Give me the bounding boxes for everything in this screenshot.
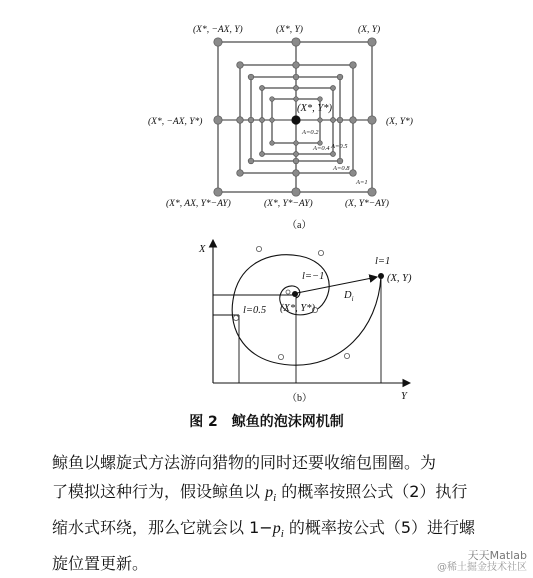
label-mid-left: (X*, −AX, Y*) [148,117,203,127]
a-label-0-4: A=0.4 [313,145,330,152]
label-bot-right: (X, Y*−AY) [345,199,389,209]
paragraph-line-1: 鲸鱼以螺旋式方法游向猎物的同时还要收缩包围圈。为 [52,453,437,472]
label-top-right: (X, Y) [358,25,381,35]
l-top-label: l=1 [375,256,391,267]
label-center: (X*, Y*) [297,103,332,114]
label-top-left: (X*, −AX, Y) [193,25,243,35]
label-bot-left: (X*, AX, Y*−AY) [166,199,231,209]
point-label: (X, Y) [387,273,412,284]
watermark-title: 天天Matlab [467,549,527,562]
figure-caption: 图 2 鲸鱼的泡沫网机制 [189,414,344,430]
paragraph-line-3: 缩水式环绕，那么它就会以 $1-p_i$ 的概率按公式（5）进行螺 [52,518,476,541]
center-label: (X*, Y*) [280,303,315,314]
spiral-node [318,250,323,255]
prey-point [292,291,298,297]
watermark [437,550,527,574]
paragraph-line-4: 旋位置更新。 [52,554,149,574]
spiral-node [233,315,238,320]
axis-y-label: X [199,244,206,255]
subfig-label-a: （a） [287,220,312,231]
l-left-label: l=0.5 [243,305,267,316]
spiral-node [344,353,349,358]
a-label-1: A=1 [356,179,368,186]
l-inner-label: l=−1 [302,271,325,282]
a-label-0-2: A=0.2 [302,129,319,136]
watermark-site: @稀土掘金技术社区 [437,562,527,573]
label-top-mid: (X*, Y) [276,25,303,35]
spiral-node [278,354,283,359]
a-label-0-8: A=0.8 [333,165,350,172]
subfig-label-b: （b） [287,393,312,404]
whale-point [378,273,384,279]
spiral-node [256,246,261,251]
label-bot-mid: (X*, Y*−AY) [264,199,313,209]
axis-x-label: Y [401,391,407,402]
paragraph-line-2: 了模拟这种行为，假设鲸鱼以 $p_i$ 的概率按照公式（2）执行 [52,482,468,505]
spiral-node [286,290,290,294]
a-label-0-5: A=0.5 [331,143,348,150]
label-mid-right: (X, Y*) [386,117,413,127]
distance-label: $D_i$ [344,290,354,303]
